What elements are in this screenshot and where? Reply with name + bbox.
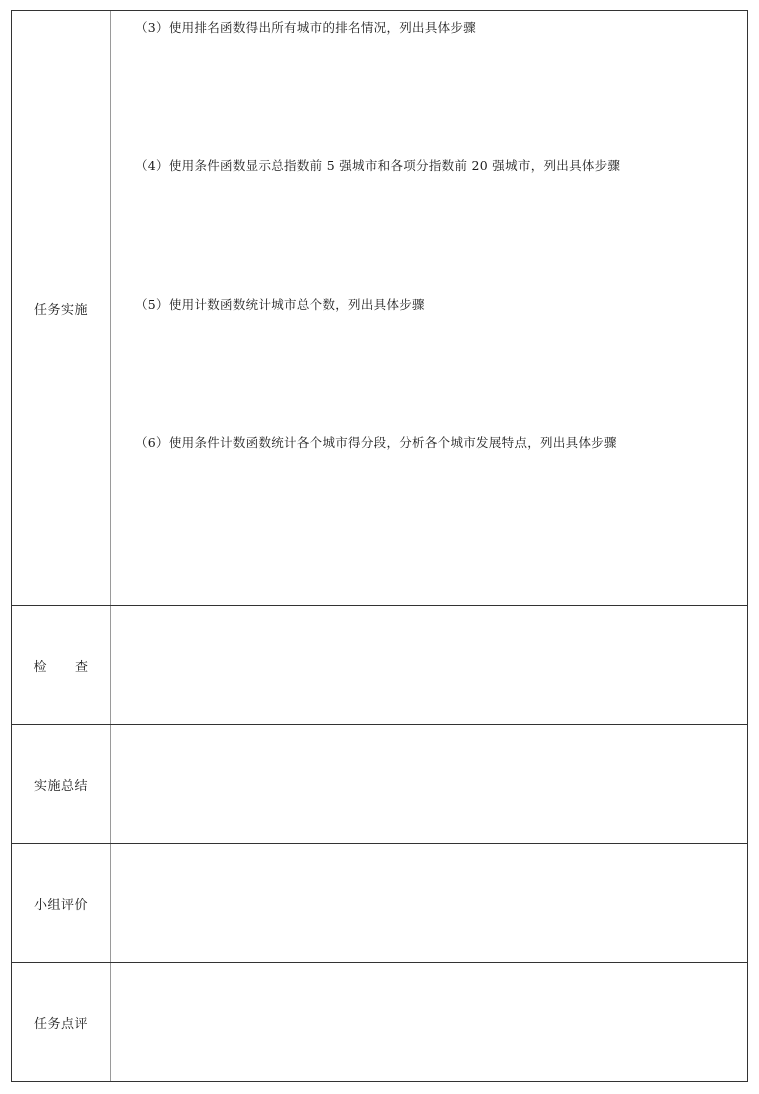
group-eval-row: [12, 843, 747, 963]
task-review-label: 任务点评: [33, 1016, 88, 1032]
task-review-row: [12, 962, 747, 1081]
step-5-text: （5）使用计数函数统计城市总个数，列出具体步骤: [135, 297, 425, 312]
implementation-label-cell: [12, 11, 111, 606]
implementation-label: 任务实施: [33, 303, 88, 318]
group-eval-content-cell[interactable]: [111, 844, 747, 963]
check-content-cell[interactable]: [111, 606, 747, 725]
summary-label: 实施总结: [33, 779, 88, 794]
check-label-char2: 查: [75, 660, 89, 675]
group-eval-label: 小组评价: [33, 898, 88, 913]
summary-content-cell[interactable]: [111, 725, 747, 844]
implementation-row: [12, 11, 747, 606]
summary-row: [12, 724, 747, 844]
summary-label-cell: [12, 725, 111, 844]
task-form-table: [11, 10, 748, 1082]
task-review-label-cell: [12, 963, 111, 1081]
implementation-content-cell: [111, 11, 747, 606]
check-row: [12, 605, 747, 725]
check-label-cell: [12, 606, 111, 725]
task-review-content-cell[interactable]: [111, 963, 747, 1081]
step-4-text: （4）使用条件函数显示总指数前 5 强城市和各项分指数前 20 强城市，列出具体步骤: [135, 158, 621, 173]
group-eval-label-cell: [12, 844, 111, 963]
step-6-text: （6）使用条件计数函数统计各个城市得分段，分析各个城市发展特点，列出具体步骤: [135, 435, 617, 450]
step-3-text: （3）使用排名函数得出所有城市的排名情况，列出具体步骤: [135, 20, 477, 35]
check-label-char1: 检: [33, 660, 47, 675]
